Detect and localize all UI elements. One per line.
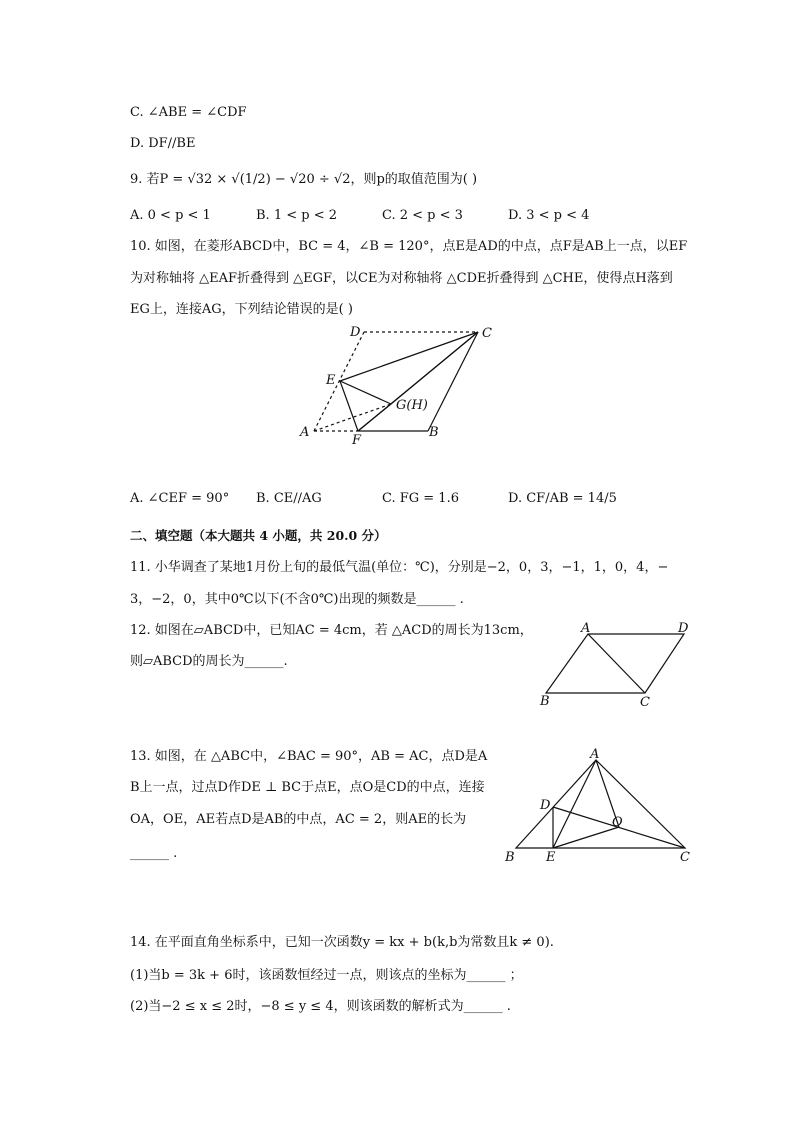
- q14-line-1: 14. 在平面直角坐标系中，已知一次函数y = kx + b(k,b为常数且k ≠ 0).: [130, 935, 554, 950]
- segment-ae: [553, 760, 596, 848]
- q10-option-b: B. CE//AG: [256, 491, 322, 506]
- q13-line-1: 13. 如图，在 △ABC中，∠BAC = 90°，AB = AC，点D是A: [130, 749, 488, 764]
- q9-option-c: C. 2 < p < 3: [382, 208, 463, 223]
- label-d: D: [350, 325, 361, 340]
- section-title-fill-blank: 二、填空题（本大题共 4 小题，共 20.0 分）: [130, 528, 387, 543]
- q8-option-d: D. DF//BE: [130, 136, 196, 151]
- q10-line-1: 10. 如图，在菱形ABCD中，BC = 4，∠B = 120°，点E是AD的中点，点F是AB上一点，以EF: [130, 239, 688, 254]
- label-f: F: [352, 433, 362, 448]
- label-c: C: [482, 326, 492, 341]
- label-b: B: [540, 694, 550, 709]
- q9-stem: 9. 若P = √32 × √(1/2) − √20 ÷ √2，则p的取值范围为( ): [130, 172, 478, 187]
- label-o: O: [612, 815, 623, 830]
- label-e: E: [546, 850, 556, 865]
- q12-line-1: 12. 如图在▱ABCD中，已知AC = 4cm，若 △ACD的周长为13cm，: [130, 623, 533, 638]
- q14-line-3: (2)当−2 ≤ x ≤ 2时，−8 ≤ y ≤ 4，则该函数的解析式为______ .: [130, 999, 511, 1014]
- label-a: A: [581, 621, 591, 636]
- q13-line-2: B上一点，过点D作DE ⊥ BC于点E，点O是CD的中点，连接: [130, 780, 485, 795]
- q8-option-c: C. ∠ABE = ∠CDF: [130, 105, 247, 120]
- q10-line-2: 为对称轴将 △EAF折叠得到 △EGF，以CE为对称轴将 △CDE折叠得到 △CHE，使得点H落到: [130, 271, 673, 286]
- label-gh: G(H): [396, 398, 428, 413]
- label-d: D: [540, 798, 551, 813]
- q10-option-d: D. CF/AB = 14/5: [508, 491, 617, 506]
- label-c: C: [640, 695, 650, 710]
- label-d: D: [678, 621, 689, 636]
- label-a: A: [590, 747, 600, 762]
- q10-option-a: A. ∠CEF = 90°: [130, 491, 230, 506]
- label-c: C: [680, 850, 690, 865]
- q11-line-1: 11. 小华调查了某地1月份上旬的最低气温(单位：℃)，分别是−2，0，3，−1，1，0，4，−: [130, 560, 669, 575]
- q9-option-a: A. 0 < p < 1: [130, 208, 211, 223]
- label-b: B: [505, 850, 515, 865]
- q13-line-4: ______ .: [130, 846, 178, 861]
- label-a: A: [300, 425, 310, 440]
- q10-line-3: EG上，连接AG，下列结论错误的是( ): [130, 302, 353, 317]
- label-e: E: [326, 373, 336, 388]
- label-b: B: [429, 425, 439, 440]
- q10-option-c: C. FG = 1.6: [382, 491, 459, 506]
- q11-line-2: 3，−2，0，其中0℃以下(不含0℃)出现的频数是______ .: [130, 592, 464, 607]
- q12-line-2: 则▱ABCD的周长为______.: [130, 654, 288, 669]
- q13-line-3: OA，OE，AE若点D是AB的中点，AC = 2，则AE的长为: [130, 812, 467, 827]
- segment-eo: [553, 827, 619, 848]
- q9-option-b: B. 1 < p < 2: [256, 208, 337, 223]
- q9-option-d: D. 3 < p < 4: [508, 208, 590, 223]
- q14-line-2: (1)当b = 3k + 6时，该函数恒经过一点，则该点的坐标为______ ；: [130, 968, 523, 983]
